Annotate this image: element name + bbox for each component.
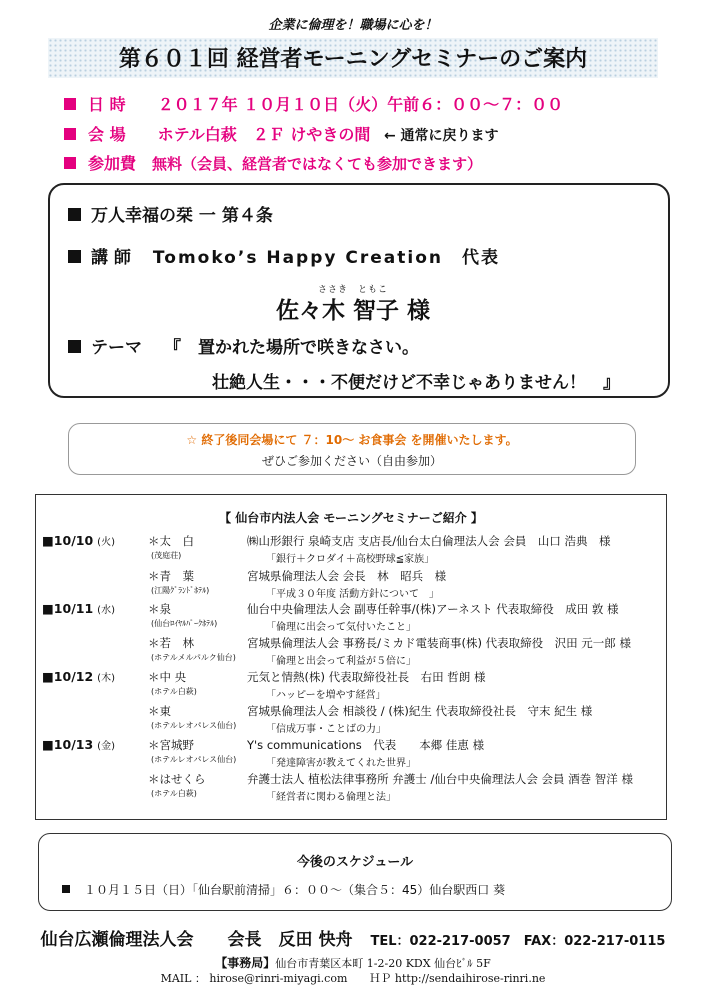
seminar-topic: 「信成万事・ことばの力」 <box>266 724 386 735</box>
footer-org <box>0 925 706 950</box>
seminar-speaker: Y's communications 代表 本郷 佳恵 様 <box>247 738 485 752</box>
book-text: 万人幸福の栞 一 第４条 <box>91 206 273 226</box>
square-bullet-icon <box>64 98 76 110</box>
seminar-row <box>0 771 706 789</box>
square-bullet-icon <box>68 208 81 221</box>
detail-fee <box>64 151 482 174</box>
seminar-speaker: 宮城県倫理法人会 事務長/ミカド電装商事(株) 代表取締役 沢田 元一郎 様 <box>247 636 631 650</box>
seminar-speaker: 宮城県倫理法人会 会長 林 昭兵 様 <box>247 569 447 583</box>
seminar-venue: (ホテル白萩) <box>151 789 197 798</box>
seminar-subrow <box>0 585 706 599</box>
seminar-speaker: 宮城県倫理法人会 相談役 / (株)紀生 代表取締役社長 守末 紀生 様 <box>247 704 593 718</box>
seminar-branch: ＊宮城野 <box>148 738 194 752</box>
detail-note: ← 通常に戻ります <box>383 128 499 144</box>
seminar-branch: ＊泉 <box>148 602 171 616</box>
seminar-branch: ＊青 葉 <box>148 569 194 583</box>
seminar-branch: ＊若 林 <box>148 636 194 650</box>
page-title: 第６０１回 経営者モーニングセミナーのご案内 <box>118 47 588 72</box>
seminar-speaker: 仙台中央倫理法人会 副専任幹事/(株)アーネスト 代表取締役 成田 敦 様 <box>247 602 619 616</box>
seminar-subrow <box>0 550 706 564</box>
seminar-speaker: ㈱山形銀行 泉崎支店 支店長/仙台太白倫理法人会 会員 山口 浩典 様 <box>247 534 611 548</box>
seminar-date: ■10/13 (金) <box>42 737 115 752</box>
address-text: 仙台市青葉区本町 1-2-20 KDX 仙台ﾋﾞﾙ 5F <box>275 957 491 970</box>
seminar-row <box>0 533 706 551</box>
detail-label: 日 時 <box>88 95 126 114</box>
detail-venue <box>64 122 499 145</box>
footer-contact: MAIL ： hirose@rinri-miyagi.com ＨＰ http://sendaihirose-rinri.ne <box>160 972 546 985</box>
detail-label: 参加費 <box>88 154 137 173</box>
tagline: 企業に倫理を！職場に心を！ <box>268 18 438 33</box>
seminar-venue: (江陽ｸﾞﾗﾝﾄﾞﾎﾃﾙ) <box>151 586 210 595</box>
lecturer-label: 講 師 <box>91 248 131 268</box>
seminar-row <box>0 601 706 619</box>
detail-datetime <box>64 92 563 115</box>
speaker-ruby: ささき ともこ <box>317 285 388 295</box>
seminar-date: ■10/10 (火) <box>42 533 115 548</box>
office-label: 【事務局】 <box>215 956 276 970</box>
square-bullet-icon <box>68 250 81 263</box>
detail-label: 会 場 <box>88 125 126 144</box>
detail-value: 無料（会員、経営者ではなくても参加できます） <box>152 155 483 173</box>
theme-label: テーマ <box>91 338 142 358</box>
seminar-speaker: 弁護士法人 植松法律事務所 弁護士 /仙台中央倫理法人会 会員 酒巻 智洋 様 <box>247 772 633 786</box>
schedule-title: 今後のスケジュール <box>296 855 414 870</box>
book-line <box>68 201 273 226</box>
seminar-subrow <box>0 618 706 632</box>
seminar-row <box>0 635 706 653</box>
seminar-branch: ＊東 <box>148 704 171 718</box>
seminar-subrow <box>0 754 706 768</box>
seminar-topic: 「倫理と出会って利益が５倍に」 <box>266 656 416 667</box>
seminar-row <box>0 703 706 721</box>
meal-notice-line-1: ☆ 終了後同会場にて ７：10～ お食事会 を開催いたします。 <box>186 433 518 447</box>
seminar-venue: (ホテル白萩) <box>151 687 197 696</box>
seminar-topic: 「倫理に出会って気付いたこと」 <box>266 622 416 633</box>
schedule-item <box>62 881 505 898</box>
footer-org-name: 仙台広瀬倫理法人会 会長 反田 快舟 <box>40 930 353 950</box>
seminar-subrow <box>0 686 706 700</box>
seminar-title: 【 仙台市内法人会 モーニングセミナーご紹介 】 <box>219 511 483 525</box>
theme-text-1: 『 置かれた場所で咲きなさい。 <box>164 338 419 358</box>
seminar-row <box>0 669 706 687</box>
footer-tel: TEL：022-217-0057 FAX：022-217-0115 <box>370 934 666 949</box>
seminar-venue: (ホテルレオパレス仙台) <box>151 755 237 764</box>
seminar-branch: ＊はせくら <box>148 772 206 786</box>
schedule-text: １０月１５日（日）「仙台駅前清掃」６：００～（集合５：45）仙台駅西口 葵 <box>84 883 506 897</box>
seminar-subrow <box>0 720 706 734</box>
square-bullet-icon <box>68 340 81 353</box>
seminar-venue: (ホテルレオパレス仙台) <box>151 721 237 730</box>
seminar-branch: ＊太 白 <box>148 534 194 548</box>
seminar-speaker: 元気と情熱(株) 代表取締役社長 右田 哲朗 様 <box>247 670 486 684</box>
square-bullet-icon <box>62 885 70 893</box>
theme-line <box>68 333 419 358</box>
seminar-subrow <box>0 788 706 802</box>
seminar-branch: ＊中 央 <box>148 670 187 684</box>
seminar-row <box>0 737 706 755</box>
seminar-venue: (茂庭荘) <box>151 551 182 560</box>
meal-notice-line-2: ぜひご参加ください（自由参加） <box>261 454 442 468</box>
footer-address <box>0 954 706 971</box>
detail-value: ２０１７年 １０月１０日（火）午前６：００～７：００ <box>157 95 564 114</box>
speaker-name: 佐々木 智子 様 <box>275 298 430 324</box>
seminar-row <box>0 568 706 586</box>
square-bullet-icon <box>64 157 76 169</box>
seminar-topic: 「発達障害が教えてくれた世界」 <box>266 758 416 769</box>
square-bullet-icon <box>64 128 76 140</box>
lecturer-org: Tomoko’s Happy Creation 代表 <box>152 248 500 268</box>
seminar-topic: 「経営者に関わる倫理と法」 <box>266 792 396 803</box>
lecturer-line <box>68 243 500 268</box>
seminar-venue: (仙台ﾛｲﾔﾙﾊﾟｰｸﾎﾃﾙ) <box>151 619 218 628</box>
seminar-topic: 「ハッピーを増やす経営」 <box>266 690 386 701</box>
seminar-topic: 「銀行＋クロダイ＋高校野球≦家族」 <box>266 554 435 565</box>
detail-value: ホテル白萩 ２Ｆ けやきの間 <box>157 125 371 144</box>
schedule-box <box>38 833 672 911</box>
seminar-topic: 「平成３０年度 活動方針について 」 <box>266 589 439 600</box>
theme-text-2: 壮絶人生・・・不便だけど不幸じゃありません！ 』 <box>212 373 620 393</box>
seminar-subrow <box>0 652 706 666</box>
seminar-date: ■10/11 (水) <box>42 601 115 616</box>
seminar-date: ■10/12 (木) <box>42 669 115 684</box>
seminar-venue: (ホテルメルパルク仙台) <box>151 653 236 662</box>
